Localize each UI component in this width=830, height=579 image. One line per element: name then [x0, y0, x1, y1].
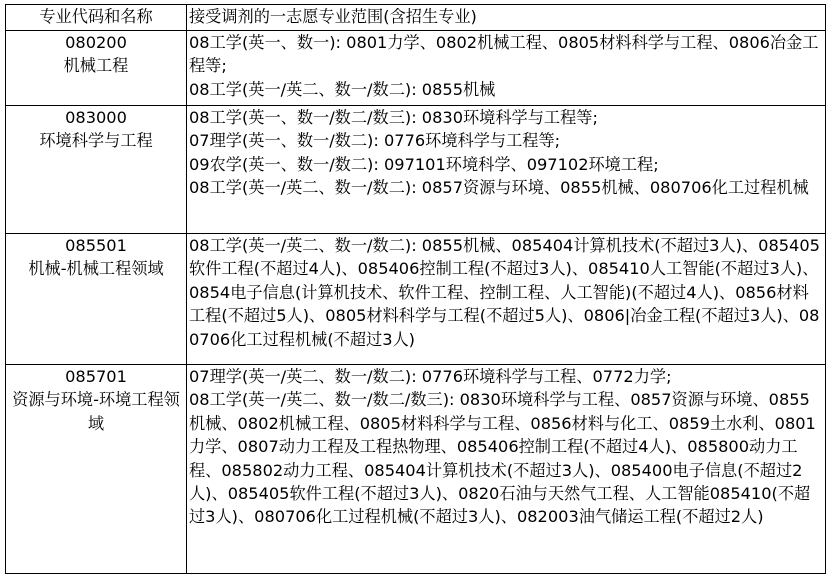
- scope-cell: [187, 106, 826, 234]
- scope-line: 08工学(英一/英二、数一/数二): 0857资源与环境、0855机械、080706化工过程机械: [189, 178, 809, 198]
- major-cell: [6, 31, 187, 106]
- major-name: 机械-机械工程领域: [28, 259, 164, 279]
- table-row: [6, 234, 826, 365]
- major-name: 资源与环境-环境工程领域: [12, 390, 180, 433]
- table-row: [6, 106, 826, 234]
- scope-line: 08工学(英一/英二、数一/数二/数三): 0830环境科学与工程、0857资源与环境、0855机械、0802机械工程、0805材料科学与工程、0856材料与化工、0859土水利、0801力学、0807动力工程及工程热物理、085406控制工程(不超过4人)、085800动力工程、085802动力工程、085404计算机技术(不超过3人)、085400电子信息(不超过2人)、085405软件工程(不超过3人)、0820石油与天然气工程、人工智能085410(不超过3人)、080706化工过程机械(不超过3人)、082003油气储运工程(不超过2人): [189, 390, 816, 527]
- major-cell: [6, 234, 187, 365]
- header-adjust-scope: 接受调剂的一志愿专业范围(含招生专业): [187, 5, 826, 31]
- scope-line: 08工学(英一/英二、数一/数二): 0855机械、085404计算机技术(不超过3人)、085405软件工程(不超过4人)、085406控制工程(不超过3人)、085410人工智能(不超过3人)、0854电子信息(计算机技术、软件工程、控制工程、人工智能)(不超过4人)、0856材料工程(不超过5人)、0805材料科学与工程(不超过5人)、0806|冶金工程(不超过3人)、080706化工过程机械(不超过3人): [189, 236, 820, 349]
- scope-cell: [187, 365, 826, 574]
- table-row: [6, 31, 826, 106]
- scope-line: 08工学(英一、数一/数二/数三): 0830环境科学与工程等;: [189, 108, 598, 127]
- header-row: [6, 5, 826, 31]
- scope-line: 08工学(英一、数一): 0801力学、0802机械工程、0805材料科学与工程、0806冶金工程等;: [189, 33, 819, 76]
- major-code: 085501: [65, 236, 127, 255]
- table-row: [6, 365, 826, 574]
- major-code: 080200: [65, 33, 127, 52]
- adjustment-table: [5, 4, 826, 574]
- scope-cell: [187, 234, 826, 365]
- major-code: 085701: [65, 367, 127, 386]
- scope-line: 07理学(英一、数一/数二): 0776环境科学与工程等;: [189, 131, 561, 151]
- scope-line: 07理学(英一/英二、数一/数二): 0776环境科学与工程、0772力学;: [189, 367, 672, 386]
- major-name: 机械工程: [63, 56, 129, 76]
- header-major-code-name: 专业代码和名称: [6, 5, 187, 31]
- major-code: 083000: [65, 108, 127, 127]
- scope-line: 09农学(英一、数一/数二): 097101环境科学、097102环境工程;: [189, 154, 659, 174]
- major-cell: [6, 106, 187, 234]
- major-name: 环境科学与工程: [39, 131, 153, 151]
- scope-line: 08工学(英一/英二、数一/数二): 0855机械: [189, 79, 496, 99]
- scope-cell: [187, 31, 826, 106]
- major-cell: [6, 365, 187, 574]
